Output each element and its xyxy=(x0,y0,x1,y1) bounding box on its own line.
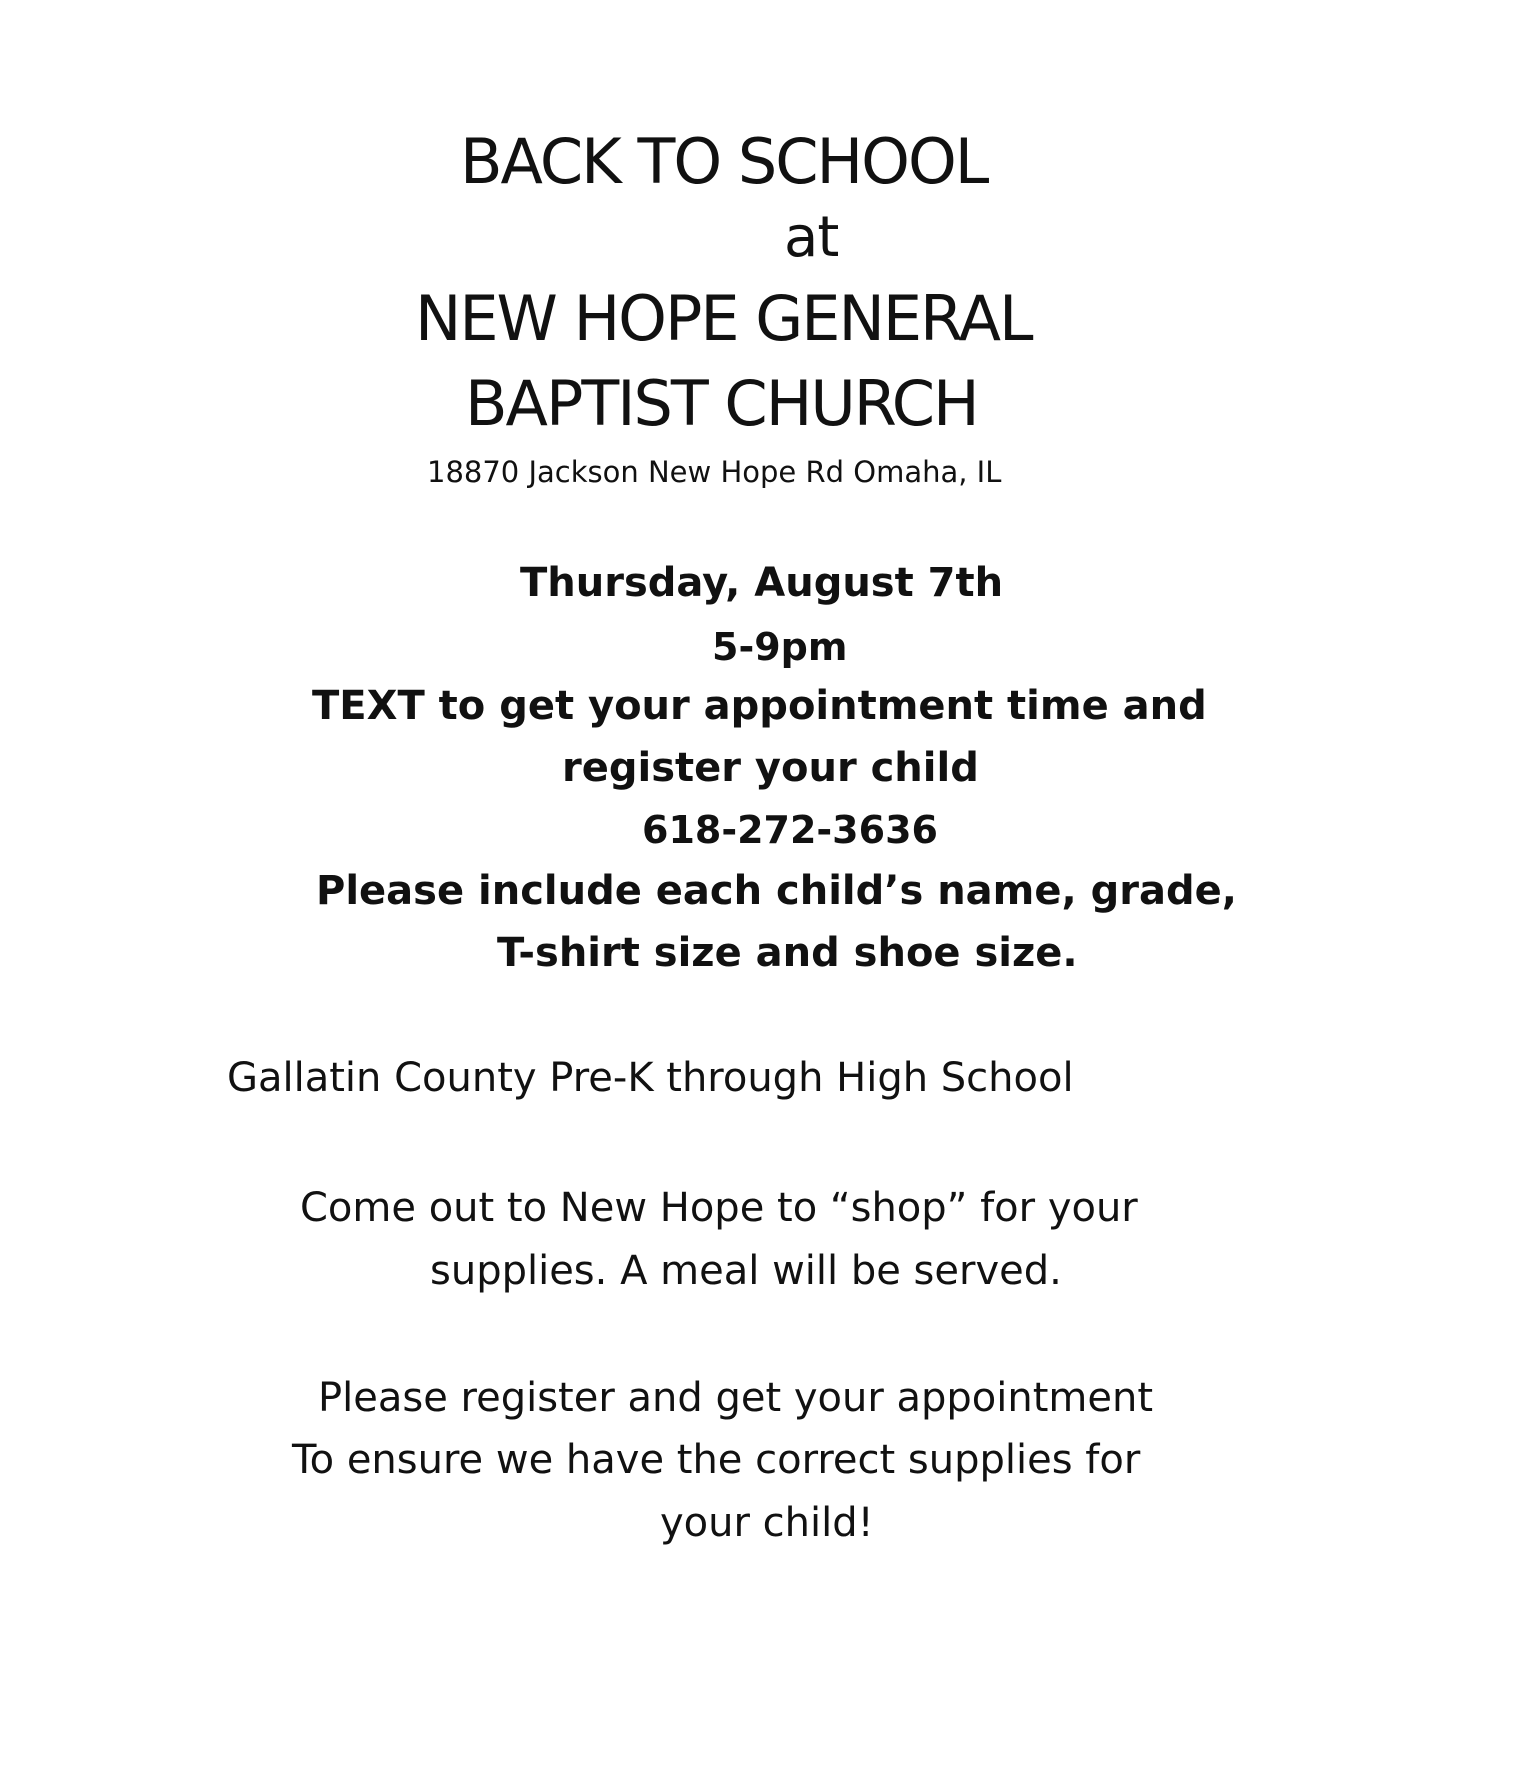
register-line2: To ensure we have the correct supplies for xyxy=(292,1437,1141,1483)
title-back-to-school: BACK TO SCHOOL xyxy=(460,125,988,198)
include-info-line1: Please include each child’s name, grade, xyxy=(316,868,1237,914)
text-instruction-line1: TEXT to get your appointment time and xyxy=(312,683,1207,729)
event-time: 5-9pm xyxy=(712,625,848,669)
text-instruction-line2: register your child xyxy=(562,745,979,791)
event-date: Thursday, August 7th xyxy=(520,560,1004,606)
register-line1: Please register and get your appointment xyxy=(318,1375,1154,1421)
shop-line2: supplies. A meal will be served. xyxy=(430,1248,1062,1294)
title-church-name-line2: BAPTIST CHURCH xyxy=(465,367,978,440)
church-address: 18870 Jackson New Hope Rd Omaha, IL xyxy=(427,455,1002,489)
register-line3: your child! xyxy=(660,1500,874,1546)
title-at: at xyxy=(784,205,839,270)
eligibility-text: Gallatin County Pre-K through High School xyxy=(227,1055,1074,1101)
contact-phone: 618-272-3636 xyxy=(642,808,938,852)
title-church-name-line1: NEW HOPE GENERAL xyxy=(415,282,1032,355)
include-info-line2: T-shirt size and shoe size. xyxy=(497,930,1078,976)
shop-line1: Come out to New Hope to “shop” for your xyxy=(300,1185,1138,1231)
